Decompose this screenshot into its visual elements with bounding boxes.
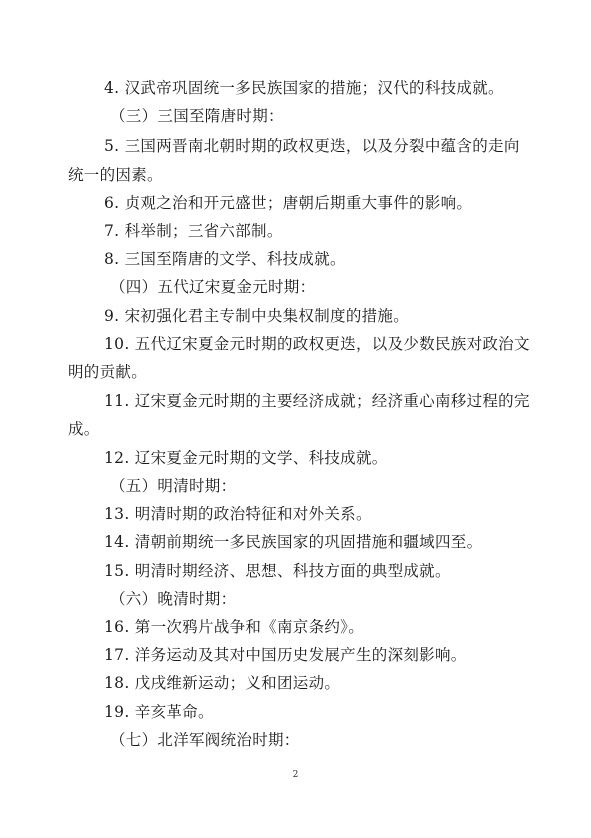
item-18: 18. 戊戌维新运动；义和团运动。: [104, 674, 341, 692]
item-5: 5. 三国两晋南北朝时期的政权更迭，以及分裂中蕴含的走向: [104, 137, 520, 155]
item-7: 7. 科举制；三省六部制。: [104, 222, 283, 240]
item-4: 4. 汉武帝巩固统一多民族国家的措施；汉代的科技成就。: [104, 79, 504, 97]
item-11-continued: 成。: [68, 420, 100, 438]
item-11: 11. 辽宋夏金元时期的主要经济成就；经济重心南移过程的完: [104, 392, 530, 410]
item-6: 6. 贞观之治和开元盛世；唐朝后期重大事件的影响。: [104, 194, 473, 212]
item-10: 10. 五代辽宋夏金元时期的政权更迭，以及少数民族对政治文: [104, 335, 530, 353]
item-13: 13. 明清时期的政治特征和对外关系。: [104, 505, 372, 523]
item-19: 19. 辛亥革命。: [104, 703, 214, 721]
item-16: 16. 第一次鸦片战争和《南京条约》。: [104, 618, 365, 636]
item-14: 14. 清朝前期统一多民族国家的巩固措施和疆域四至。: [104, 533, 483, 551]
page-number: 2: [292, 770, 299, 780]
item-12: 12. 辽宋夏金元时期的文学、科技成就。: [104, 449, 388, 467]
item-10-continued: 明的贡献。: [68, 363, 148, 381]
section-heading-5: （五）明清时期：: [110, 477, 237, 495]
item-5-continued: 统一的因素。: [68, 166, 163, 184]
section-heading-4: （四）五代辽宋夏金元时期：: [110, 278, 316, 296]
section-heading-3: （三）三国至隋唐时期：: [110, 107, 284, 125]
item-8: 8. 三国至隋唐的文学、科技成就。: [104, 250, 346, 268]
item-15: 15. 明清时期经济、思想、科技方面的典型成就。: [104, 562, 451, 580]
section-heading-6: （六）晚清时期：: [110, 590, 237, 608]
item-9: 9. 宋初强化君主专制中央集权制度的措施。: [104, 307, 410, 325]
section-heading-7: （七）北洋军阀统治时期：: [110, 731, 300, 749]
item-17: 17. 洋务运动及其对中国历史发展产生的深刻影响。: [104, 646, 467, 664]
